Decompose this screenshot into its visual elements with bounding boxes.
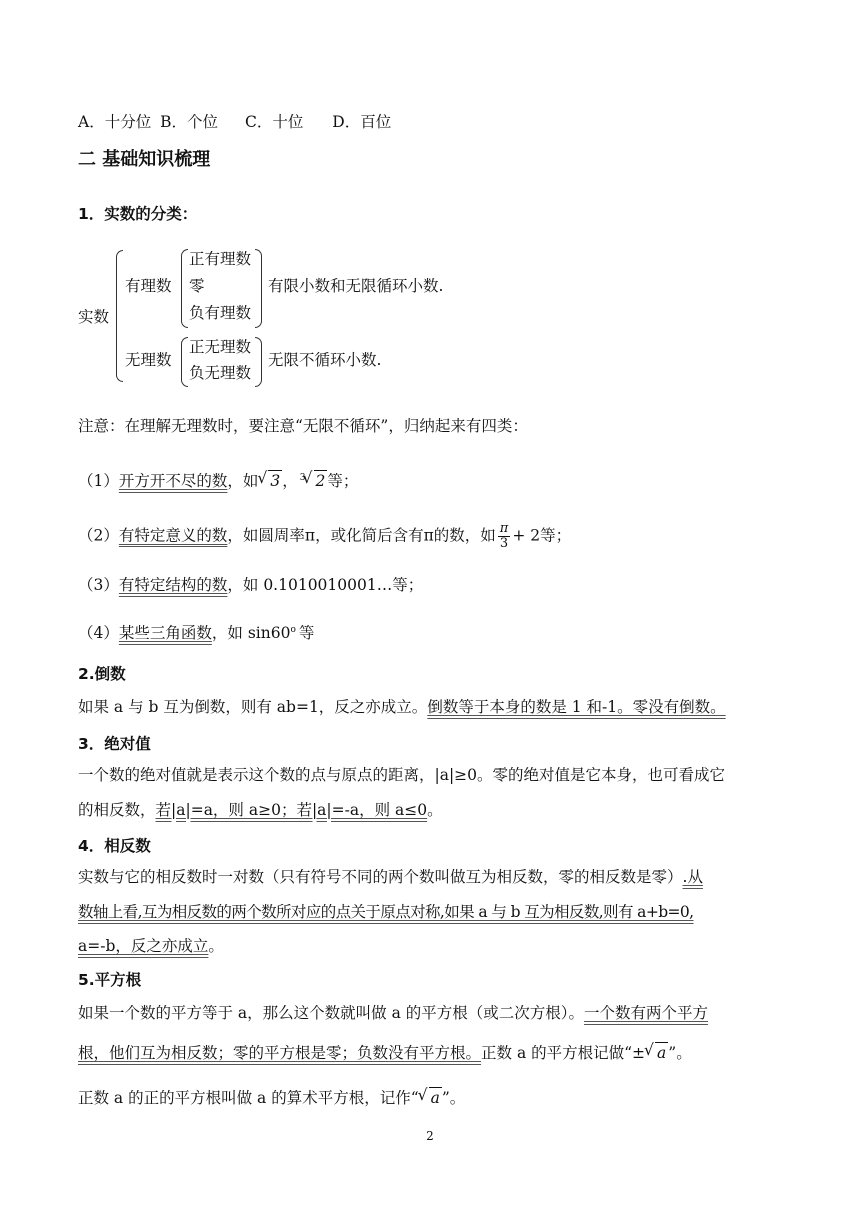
option-b: B．个位: [160, 113, 219, 131]
fraction-numerator: π: [499, 521, 509, 536]
sqrt-a: √ a: [655, 1042, 668, 1063]
item-number: （2）: [78, 526, 119, 545]
paragraph-underlined: 根，他们互为相反数；零的平方根是零；负数没有平方根。: [78, 1044, 482, 1062]
s5-line-3: [78, 1087, 465, 1108]
s3-line-2: [78, 800, 443, 820]
paragraph-underlined: .从: [682, 868, 703, 886]
s3-line-1: 一个数的绝对值就是表示这个数的点与原点的距离，|a|≥0。零的绝对值是它本身，也可看成它: [78, 766, 726, 784]
item-number: （4）: [78, 624, 119, 643]
paragraph-text: 。: [208, 937, 224, 955]
paragraph-underlined: 若|a|=a，则 a≥0；若|a|=-a，则 a≤0: [155, 801, 428, 819]
item-underlined: 某些三角函数: [118, 624, 212, 643]
tree-irrational: 无理数: [125, 351, 172, 369]
s4-title: 4．相反数: [78, 837, 151, 855]
tree-pos-rational: 正有理数: [189, 250, 252, 268]
page-number: 2: [426, 1129, 434, 1143]
item-text: 等；: [327, 472, 359, 491]
note-item-2: [78, 522, 571, 551]
item-text: 等: [298, 624, 315, 643]
s4-line-2: [78, 902, 694, 922]
item-underlined: 有特定结构的数: [118, 576, 228, 594]
sqrt-3: √ 3: [268, 470, 282, 491]
paragraph-text: 正数 a 的平方根记做“±: [481, 1044, 646, 1062]
item-text: + 2等；: [512, 526, 572, 545]
tree-rational: 有理数: [125, 277, 172, 295]
paragraph-text: ”。: [441, 1089, 466, 1107]
section-title: 二 基础知识梳理: [78, 149, 211, 170]
item-number: （1）: [78, 472, 119, 491]
paragraph-text: 正数 a 的正的平方根叫做 a 的算术平方根，记作“: [78, 1089, 419, 1107]
paragraph-underlined: 倒数等于本身的数是 1 和-1。零没有倒数。: [427, 698, 726, 716]
tree-neg-irrational: 负无理数: [189, 364, 252, 382]
tree-neg-rational: 负有理数: [189, 304, 252, 322]
irrational-right-brace: [255, 337, 262, 387]
s5-line-1: [78, 1003, 708, 1023]
paragraph-text: 实数与它的相反数时一对数（只有符号不同的两个数叫做互为相反数，零的相反数是零）: [78, 868, 683, 886]
item-text: ，如 sin60: [211, 624, 291, 643]
s3-title: 3．绝对值: [78, 735, 151, 753]
note-item-4: [78, 620, 314, 643]
paragraph-text: 。: [427, 801, 443, 819]
rational-brace: [181, 249, 188, 328]
item-underlined: 开方开不尽的数: [118, 472, 228, 491]
fraction-denominator: 3: [499, 536, 509, 551]
paragraph-text: 如果一个数的平方等于 a，那么这个数就叫做 a 的平方根（或二次方根）。: [78, 1004, 585, 1022]
note-intro: 注意：在理解无理数时，要注意“无限不循环”，归纳起来有四类：: [78, 417, 528, 435]
s5-line-2: [78, 1042, 692, 1063]
s1-title: 1．实数的分类：: [78, 205, 198, 223]
cube-root-index: 3: [299, 473, 306, 483]
paragraph-text: 的相反数，: [78, 801, 156, 819]
irrational-brace: [181, 337, 188, 387]
option-a: A．十分位: [78, 113, 152, 131]
item-text: ，如: [227, 472, 259, 491]
sqrt-a: √ a: [429, 1087, 442, 1108]
item-text: ，如圆周率π，或化简后含有π的数，如: [227, 526, 496, 545]
tree-zero: 零: [189, 277, 205, 295]
s5-title: 5.平方根: [78, 971, 142, 989]
option-d: D．百位: [332, 113, 392, 131]
item-text: ，如 0.1010010001…等；: [227, 576, 424, 594]
item-text: ，: [282, 472, 298, 491]
s2-title: 2.倒数: [78, 665, 126, 683]
paragraph-text: 如果 a 与 b 互为倒数，则有 ab=1，反之亦成立。: [78, 698, 428, 716]
irrational-desc: 无限不循环小数.: [268, 351, 382, 369]
fraction-pi-3: [498, 522, 511, 551]
tree-root: 实数: [78, 308, 110, 326]
paragraph-underlined: 一个数有两个平方: [584, 1004, 709, 1022]
tree-pos-irrational: 正无理数: [189, 338, 252, 356]
option-c: C．十位: [244, 113, 304, 131]
note-item-3: [78, 575, 423, 595]
paragraph-underlined: a=-b，反之亦成立: [78, 937, 209, 955]
paragraph-text: ”。: [668, 1044, 692, 1062]
note-item-1: [78, 468, 358, 491]
item-underlined: 有特定意义的数: [118, 526, 228, 545]
cube-root-2: √ 2: [314, 470, 328, 491]
item-number: （3）: [78, 576, 119, 594]
answer-options: [78, 112, 391, 132]
rational-right-brace: [255, 249, 262, 328]
s4-line-3: [78, 936, 224, 956]
paragraph-underlined: 数轴上看,互为相反数的两个数所对应的点关于原点对称,如果 a 与 b 互为相反数,则有 a+b=0,: [78, 903, 694, 921]
degree-mark: o: [290, 625, 296, 635]
s2-paragraph: [78, 697, 726, 717]
root-brace: [116, 250, 123, 382]
s4-line-1: [78, 867, 703, 887]
rational-desc: 有限小数和无限循环小数.: [268, 277, 444, 295]
